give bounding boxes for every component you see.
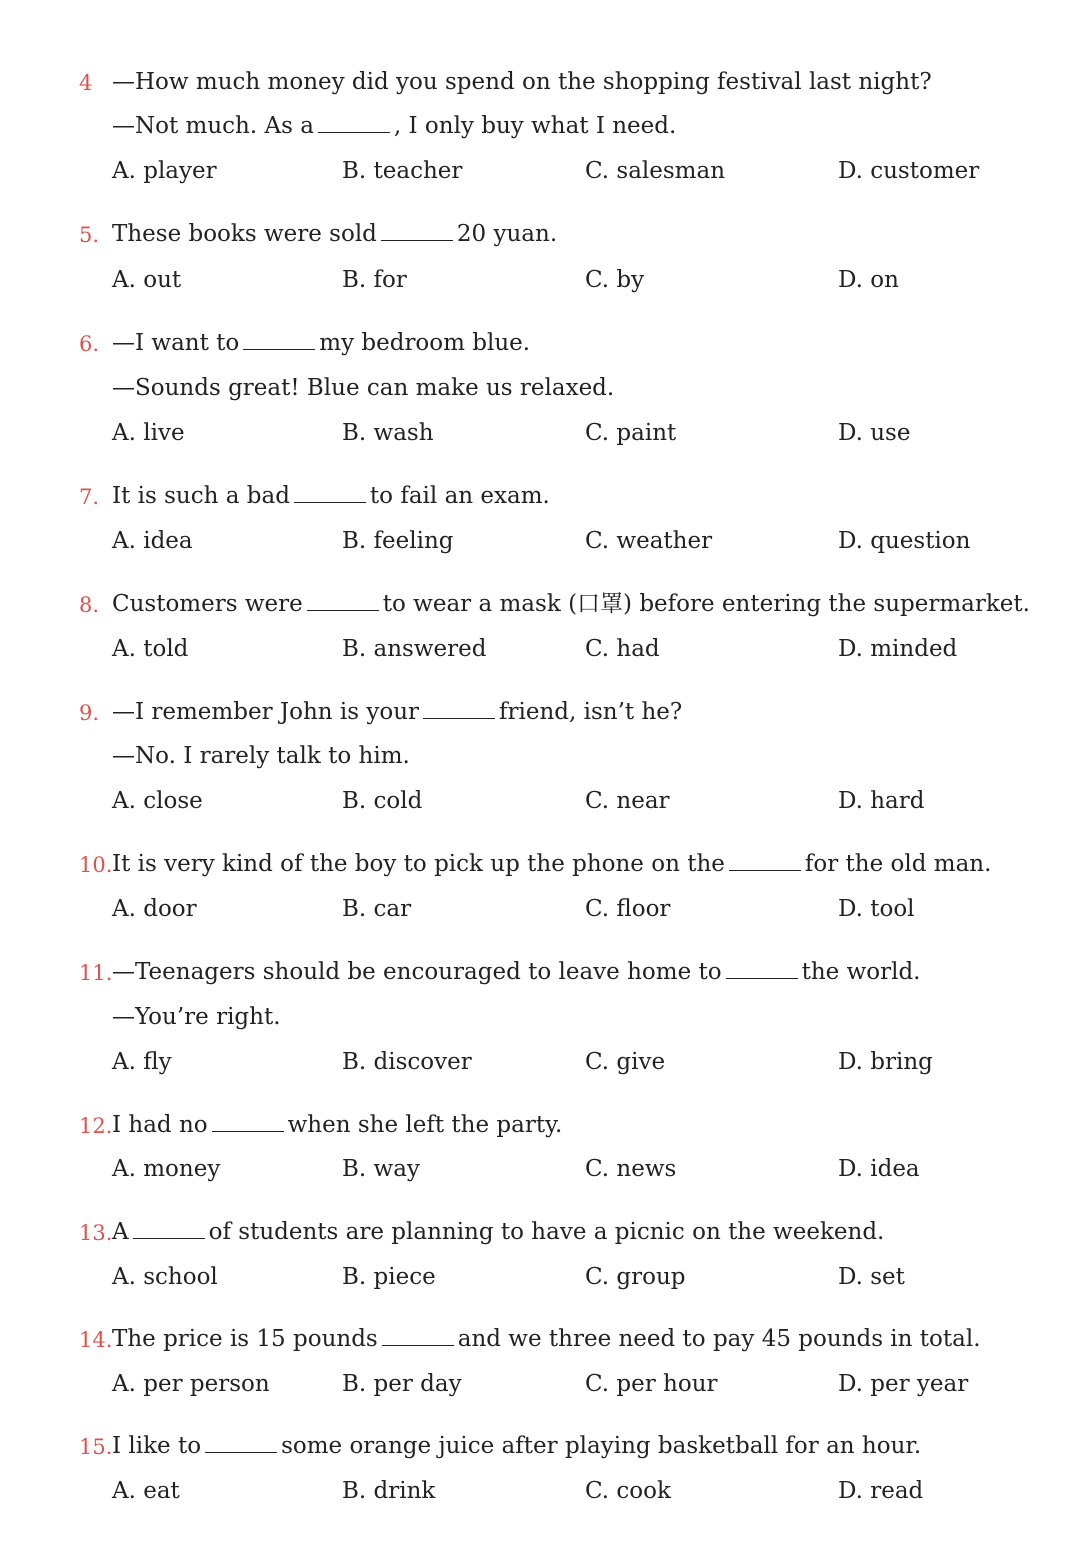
option-a[interactable]: A. out [112, 267, 182, 293]
option-c[interactable]: C. near [585, 788, 670, 814]
question-text: —No. I rarely talk to him. [112, 743, 410, 769]
option-a[interactable]: A. door [112, 896, 197, 922]
option-c[interactable]: C. paint [585, 420, 677, 446]
option-a[interactable]: A. school [112, 1264, 218, 1290]
answer-blank[interactable] [205, 1434, 277, 1453]
option-d[interactable]: D. read [838, 1478, 924, 1504]
answer-blank[interactable] [729, 852, 801, 871]
question-number: 4 [79, 71, 93, 95]
option-d[interactable]: D. use [838, 420, 911, 446]
option-d[interactable]: D. set [838, 1264, 905, 1290]
option-c[interactable]: C. by [585, 267, 645, 293]
option-c[interactable]: C. news [585, 1156, 677, 1182]
question-number: 12. [79, 1114, 113, 1138]
question-text: —Teenagers should be encouraged to leave home to the world. [112, 959, 921, 985]
option-b[interactable]: B. cold [342, 788, 423, 814]
question-text: —Sounds great! Blue can make us relaxed. [112, 375, 615, 401]
option-b[interactable]: B. answered [342, 636, 487, 662]
option-d[interactable]: D. customer [838, 158, 980, 184]
option-a[interactable]: A. eat [112, 1478, 180, 1504]
option-b[interactable]: B. drink [342, 1478, 436, 1504]
option-d[interactable]: D. bring [838, 1049, 933, 1075]
option-c[interactable]: C. had [585, 636, 660, 662]
option-c[interactable]: C. cook [585, 1478, 671, 1504]
option-d[interactable]: D. on [838, 267, 899, 293]
answer-blank[interactable] [307, 592, 379, 611]
option-c[interactable]: C. salesman [585, 158, 726, 184]
question-text: I had no when she left the party. [112, 1112, 563, 1138]
question-number: 9. [79, 701, 100, 725]
answer-blank[interactable] [382, 1327, 454, 1346]
question-text: I like to some orange juice after playing basketball for an hour. [112, 1433, 922, 1459]
question-text: —Not much. As a , I only buy what I need. [112, 113, 677, 139]
question-text: Customers were to wear a mask (口罩) before entering the supermarket. [112, 591, 1030, 617]
option-b[interactable]: B. car [342, 896, 412, 922]
option-b[interactable]: B. wash [342, 420, 434, 446]
option-d[interactable]: D. per year [838, 1371, 969, 1397]
question-text: —You’re right. [112, 1004, 281, 1030]
option-c[interactable]: C. group [585, 1264, 686, 1290]
question-number: 5. [79, 223, 100, 247]
option-b[interactable]: B. discover [342, 1049, 472, 1075]
option-d[interactable]: D. question [838, 528, 971, 554]
question-number: 15. [79, 1435, 113, 1459]
answer-blank[interactable] [726, 960, 798, 979]
question-text: It is such a bad to fail an exam. [112, 483, 550, 509]
option-a[interactable]: A. live [112, 420, 185, 446]
option-b[interactable]: B. teacher [342, 158, 463, 184]
answer-blank[interactable] [381, 222, 453, 241]
answer-blank[interactable] [318, 114, 390, 133]
answer-blank[interactable] [133, 1220, 205, 1239]
option-c[interactable]: C. weather [585, 528, 713, 554]
question-text: The price is 15 pounds and we three need to pay 45 pounds in total. [112, 1326, 981, 1352]
answer-blank[interactable] [212, 1113, 284, 1132]
question-text: —How much money did you spend on the shopping festival last night? [112, 69, 932, 95]
question-number: 10. [79, 853, 113, 877]
question-text: —I want to my bedroom blue. [112, 330, 531, 356]
option-d[interactable]: D. tool [838, 896, 915, 922]
question-text: It is very kind of the boy to pick up the phone on the for the old man. [112, 851, 992, 877]
question-number: 6. [79, 332, 100, 356]
option-d[interactable]: D. hard [838, 788, 925, 814]
option-d[interactable]: D. idea [838, 1156, 920, 1182]
answer-blank[interactable] [294, 484, 366, 503]
answer-blank[interactable] [423, 700, 495, 719]
question-number: 7. [79, 485, 100, 509]
option-a[interactable]: A. idea [112, 528, 193, 554]
option-a[interactable]: A. fly [112, 1049, 172, 1075]
option-b[interactable]: B. for [342, 267, 407, 293]
option-a[interactable]: A. per person [112, 1371, 270, 1397]
option-a[interactable]: A. money [112, 1156, 221, 1182]
question-number: 13. [79, 1221, 113, 1245]
question-number: 11. [79, 961, 113, 985]
option-d[interactable]: D. minded [838, 636, 958, 662]
option-a[interactable]: A. player [112, 158, 217, 184]
question-text: A of students are planning to have a picnic on the weekend. [112, 1219, 885, 1245]
question-text: —I remember John is your friend, isn’t he? [112, 699, 683, 725]
option-c[interactable]: C. give [585, 1049, 666, 1075]
option-b[interactable]: B. piece [342, 1264, 436, 1290]
option-b[interactable]: B. feeling [342, 528, 454, 554]
question-text: These books were sold 20 yuan. [112, 221, 558, 247]
option-a[interactable]: A. close [112, 788, 203, 814]
option-b[interactable]: B. way [342, 1156, 420, 1182]
question-number: 8. [79, 593, 100, 617]
question-number: 14. [79, 1328, 113, 1352]
option-c[interactable]: C. floor [585, 896, 671, 922]
option-a[interactable]: A. told [112, 636, 189, 662]
answer-blank[interactable] [243, 331, 315, 350]
option-b[interactable]: B. per day [342, 1371, 462, 1397]
option-c[interactable]: C. per hour [585, 1371, 718, 1397]
